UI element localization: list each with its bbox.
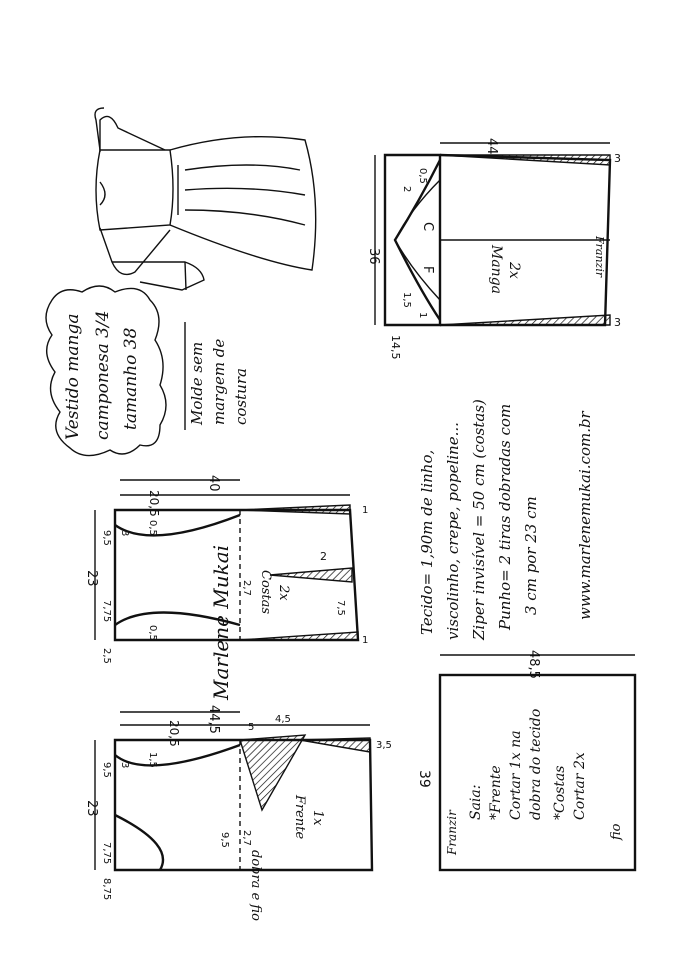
back-mark-1b: 1 [362, 635, 369, 646]
back-mark-05a: 0,5 [147, 520, 158, 536]
title-bubble [46, 286, 166, 456]
note [185, 322, 250, 430]
front-mark-95: 9,5 [101, 762, 112, 778]
website: www.marlenemukai.com.br [576, 411, 594, 620]
sleeve-label-c: C [420, 222, 435, 232]
back-qty: 2x [276, 585, 291, 601]
sleeve-mark-15: 1,5 [401, 292, 412, 308]
front-mark-15: 1,5 [147, 752, 158, 768]
front-bodice-piece [84, 705, 392, 921]
front-mark-5: 5 [248, 722, 255, 733]
front-name: Frente [292, 795, 307, 840]
front-mark-775: 7,75 [101, 842, 112, 865]
back-mark-27: 2,7 [241, 580, 252, 596]
skirt-line-1: Saia: [468, 784, 484, 820]
note-line-3: costura [232, 368, 250, 425]
sleeve-qty: 2x [506, 262, 522, 279]
sleeve-mark-3b: 3 [614, 316, 621, 329]
skirt-line-4: dobra do tecido [528, 708, 544, 820]
skirt-line-6: Cortar 2x [572, 752, 588, 820]
back-mark-05b: 0,5 [147, 625, 158, 641]
back-dim-inner: 20,5 [147, 490, 161, 517]
back-mark-775: 7,75 [101, 600, 112, 623]
materials-line-4: Punho= 2 tiras dobradas com [496, 403, 514, 630]
front-dim-total: 44,5 [206, 705, 221, 734]
title-line-2: camponesa 3/4 [93, 310, 113, 440]
front-mark-35: 3,5 [376, 740, 392, 751]
sleeve-mark-1: 1 [417, 312, 428, 319]
back-mark-3: 3 [119, 530, 130, 537]
front-mark-3: 3 [119, 762, 130, 769]
sleeve-piece [366, 138, 621, 360]
back-mark-25: 2,5 [101, 648, 112, 664]
sleeve-dim-height: 36 [366, 248, 381, 265]
sleeve-label-f: F [420, 266, 435, 274]
title-line-3: tamanho 38 [121, 327, 141, 430]
back-mark-1a: 1 [362, 505, 369, 516]
back-dim-height: 23 [84, 570, 99, 587]
back-mark-75: 7,5 [335, 600, 346, 616]
skirt-fio: fio [609, 823, 624, 840]
front-mark-27: 2,7 [241, 830, 252, 846]
dress-sketch [95, 108, 316, 290]
sleeve-name: Manga [488, 245, 504, 295]
sleeve-franzir: Franzir [593, 236, 606, 278]
front-mark-875: 8,75 [101, 878, 112, 901]
sleeve-dim-small: 14,5 [389, 335, 402, 360]
front-dim-inner: 20,5 [167, 720, 181, 747]
front-fold: dobra e fio [248, 850, 263, 921]
back-mark-2: 2 [320, 550, 327, 563]
front-dim-height: 23 [84, 800, 99, 817]
sleeve-mark-2: 2 [401, 186, 412, 193]
skirt-dim-width: 48,5 [526, 650, 541, 679]
materials-line-1: Tecido= 1,90m de linho, [418, 449, 436, 635]
skirt-line-3: Cortar 1x na [508, 730, 524, 820]
skirt-franzir: Franzir [445, 810, 459, 855]
note-line-2: margem de [210, 338, 228, 425]
sleeve-mark-3a: 3 [614, 152, 621, 165]
title-line-1: Vestido manga [63, 313, 83, 440]
sleeve-mark-05: 0,5 [417, 168, 428, 184]
back-name: Costas [258, 570, 273, 615]
front-mark-95b: 9,5 [219, 832, 230, 848]
materials-note [418, 399, 594, 641]
skirt-dim-height: 39 [416, 770, 432, 788]
skirt-line-5: *Costas [552, 765, 568, 820]
materials-line-5: 3 cm por 23 cm [522, 496, 540, 615]
back-mark-95: 9,5 [101, 530, 112, 546]
materials-line-2: viscolinho, crepe, popeline... [444, 422, 462, 640]
sleeve-dim-width: 44 [484, 138, 499, 155]
skirt-piece [416, 650, 635, 870]
note-line-1: Molde sem [188, 341, 206, 425]
materials-line-3: Ziper invisível = 50 cm (costas) [470, 399, 488, 640]
front-qty: 1x [310, 810, 325, 826]
back-dim-total: 40 [206, 475, 221, 492]
skirt-line-2: *Frente [488, 765, 504, 820]
signature: Marlene Mukai [209, 544, 233, 700]
front-mark-45: 4,5 [275, 714, 291, 725]
